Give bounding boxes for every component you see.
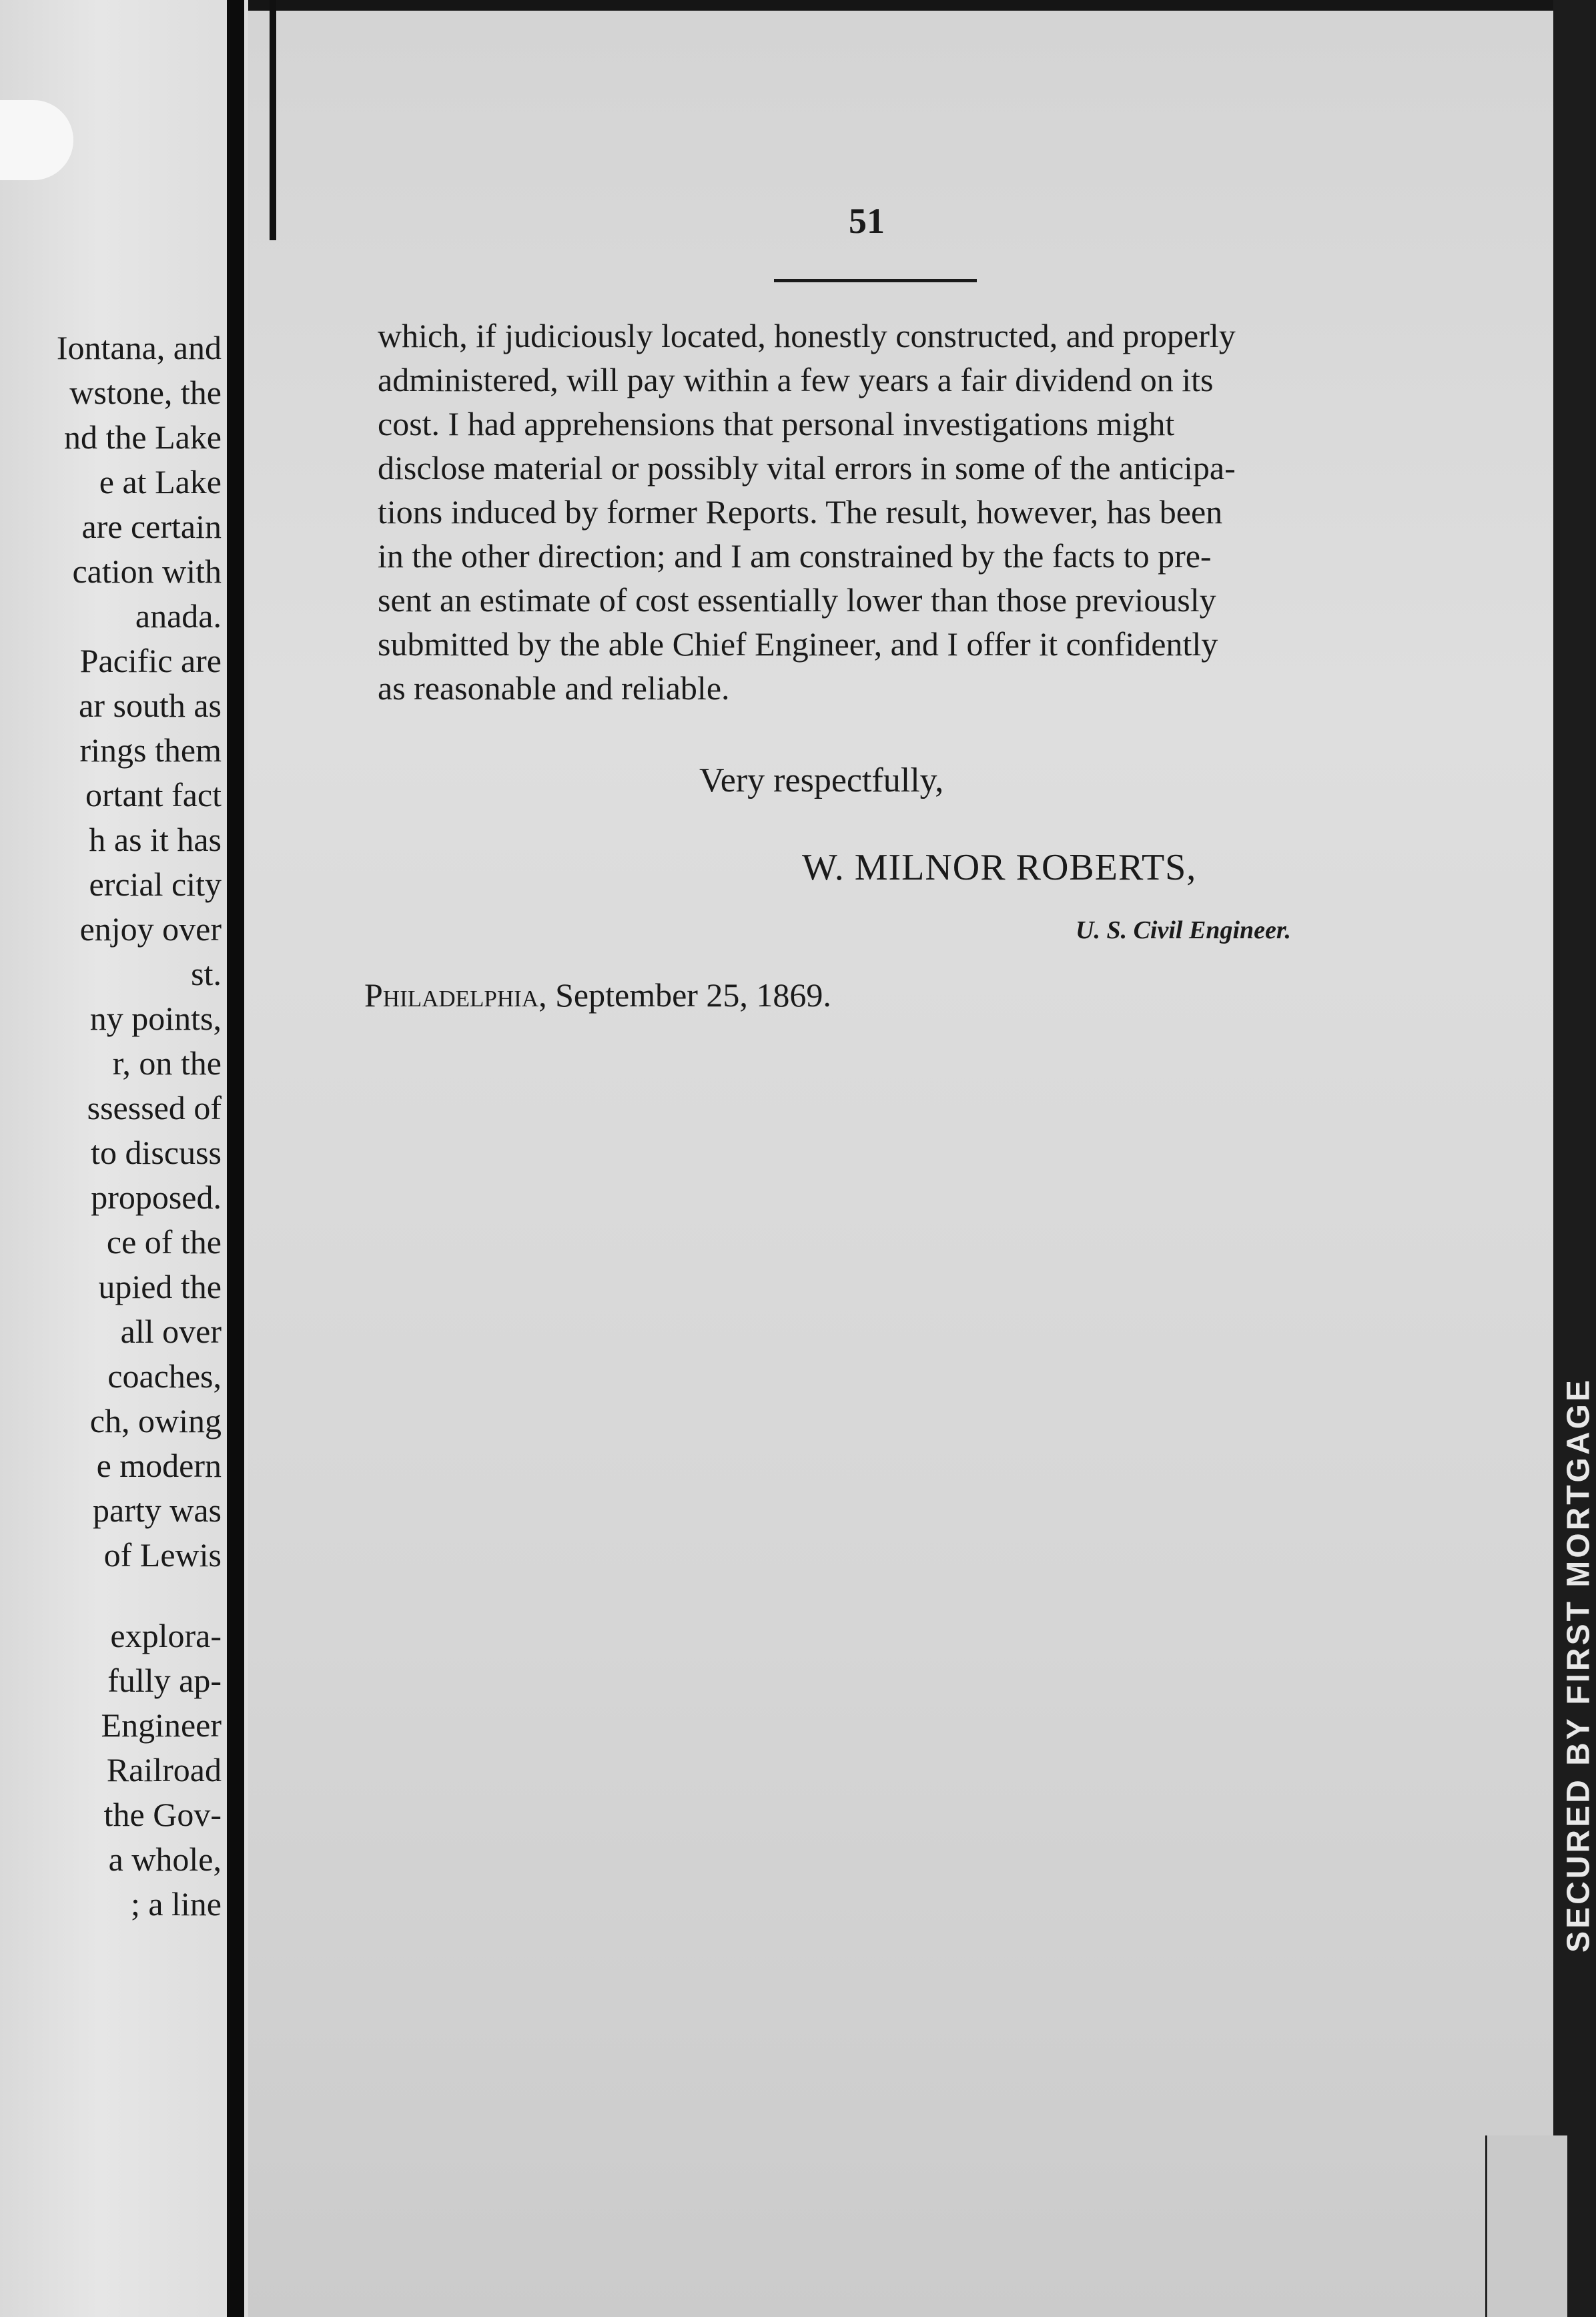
left-page-line: ercial city	[89, 866, 222, 903]
signature-title: U. S. Civil Engineer.	[1076, 916, 1292, 944]
body-line: submitted by the able Chief Engineer, and I offer it confidently	[378, 625, 1218, 663]
left-page-line: ar south as	[79, 687, 222, 724]
left-page-line: proposed.	[91, 1179, 222, 1216]
body-line: administered, will pay within a few years a fair dividend on its	[378, 361, 1214, 398]
letter-closing: Very respectfully,	[699, 761, 944, 799]
left-page-line: enjoy over	[79, 910, 222, 948]
left-page-line: st.	[191, 955, 222, 992]
left-page-line: ssessed of	[87, 1089, 222, 1126]
left-page-line: ny points,	[89, 1000, 222, 1037]
edge-stamp-text: SECURED BY FIRST MORTGAGE	[1561, 1377, 1596, 1953]
left-page-line: ch, owing	[89, 1402, 222, 1439]
left-page-line: cation with	[72, 553, 222, 590]
left-page-line: a whole,	[108, 1841, 222, 1878]
left-page-line: all over	[120, 1313, 222, 1350]
left-page-line: Iontana, and	[56, 329, 222, 366]
dateline	[364, 976, 831, 1014]
left-page-line: anada.	[135, 597, 222, 635]
left-page-line: Railroad	[106, 1751, 222, 1788]
left-page-line: e at Lake	[99, 463, 222, 501]
left-page-line: of Lewis	[103, 1536, 222, 1574]
edge-stamp	[1559, 1375, 1596, 1955]
right-page-edge	[1553, 0, 1596, 2317]
left-page-line: coaches,	[107, 1357, 222, 1395]
left-page-line: nd the Lake	[63, 418, 222, 456]
left-page-line: rings them	[79, 731, 222, 769]
body-line: sent an estimate of cost essentially lower than those previously	[378, 581, 1216, 619]
body-line: in the other direction; and I am constrained by the facts to pre-	[378, 537, 1212, 575]
left-page-line: e modern	[96, 1447, 222, 1484]
body-paragraph	[378, 314, 1378, 710]
left-page-line: h as it has	[89, 821, 222, 858]
left-page-line: r, on the	[112, 1044, 222, 1082]
left-page-line: ce of the	[106, 1223, 222, 1261]
body-line: disclose material or possibly vital errors in some of the anticipa-	[378, 449, 1236, 486]
paper-blot	[0, 100, 73, 180]
left-page-line: are certain	[81, 508, 222, 545]
left-page-line: upied the	[98, 1268, 222, 1305]
body-line: which, if judiciously located, honestly constructed, and properly	[378, 317, 1236, 354]
left-page-line: explora-	[110, 1617, 222, 1654]
left-page-line: party was	[93, 1492, 222, 1529]
body-line: cost. I had apprehensions that personal investigations might	[378, 405, 1175, 442]
left-page-line: the Gov-	[103, 1796, 222, 1833]
page-number-rule	[774, 279, 977, 282]
signature-name: W. MILNOR ROBERTS,	[802, 847, 1197, 888]
page-corner-curl	[1485, 2135, 1567, 2317]
left-page-line: fully ap-	[107, 1662, 222, 1699]
binding-gutter	[227, 0, 244, 2317]
left-page-line: ; a line	[130, 1885, 222, 1923]
page-number: 51	[849, 201, 885, 241]
dateline-place: Philadelphia,	[364, 976, 547, 1014]
left-page-line: Pacific are	[79, 642, 222, 679]
previous-page-fragment	[0, 0, 248, 2317]
page-edge-shadow	[270, 0, 276, 240]
left-page-line: ortant fact	[85, 776, 222, 813]
body-line: tions induced by former Reports. The result, however, has been	[378, 493, 1223, 531]
dateline-date: September 25, 1869.	[555, 976, 831, 1014]
left-page-line: to discuss	[91, 1134, 222, 1171]
left-page-line: wstone, the	[69, 374, 222, 411]
body-line: as reasonable and reliable.	[378, 669, 730, 707]
left-page-line: Engineer	[101, 1706, 222, 1744]
